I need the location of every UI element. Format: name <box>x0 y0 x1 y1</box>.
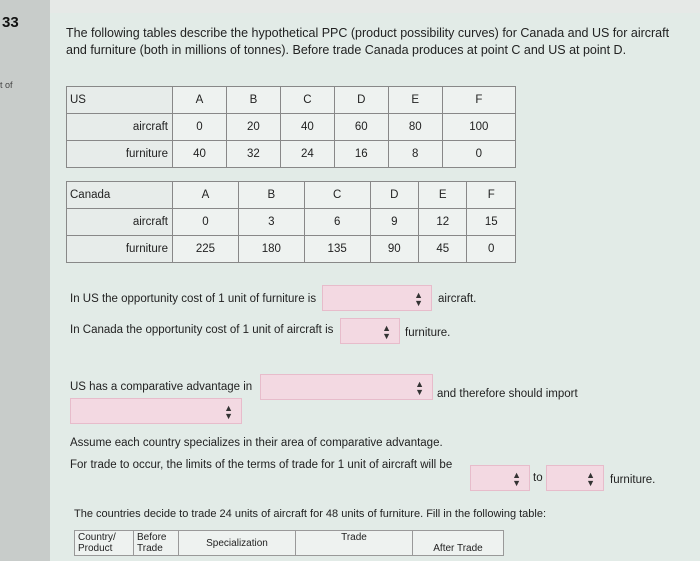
import-label: and therefore should import <box>437 388 578 400</box>
table-header-cell: D <box>334 87 388 114</box>
trade-table-instructions: The countries decide to trade 24 units of aircraft for 48 units of furniture. Fill in the following table: <box>74 508 547 520</box>
question-number: 33 <box>2 14 19 31</box>
question-content <box>50 13 700 561</box>
terms-of-trade-to-label: to <box>533 472 543 484</box>
table-cell: 45 <box>419 236 467 263</box>
us-ppc-table <box>66 86 516 168</box>
table-header-cell: A <box>173 182 239 209</box>
table-cell: 0 <box>173 209 239 236</box>
us-opportunity-cost-question: In US the opportunity cost of 1 unit of furniture is <box>70 293 317 305</box>
canada-opportunity-cost-dropdown[interactable] <box>340 318 400 344</box>
terms-of-trade-unit: furniture. <box>610 474 656 486</box>
table-cell: 225 <box>173 236 239 263</box>
trade-table-header-country: Country/ Product <box>75 531 134 556</box>
table-cell: 135 <box>304 236 370 263</box>
table-header-cell: B <box>226 87 280 114</box>
assumption-text: Assume each country specializes in their area of comparative advantage. <box>70 437 443 449</box>
table-cell: 100 <box>442 114 515 141</box>
question-sidebar <box>0 0 50 561</box>
table-cell: 0 <box>442 141 515 168</box>
terms-of-trade-question: For trade to occur, the limits of the terms of trade for 1 unit of aircraft will be <box>70 459 453 471</box>
table-header-cell: B <box>238 182 304 209</box>
canada-ppc-table <box>66 181 516 263</box>
canada-opportunity-cost-unit: furniture. <box>405 327 451 339</box>
table-cell: 90 <box>370 236 418 263</box>
table-cell: 60 <box>334 114 388 141</box>
table-country-canada: Canada <box>67 182 173 209</box>
question-intro: The following tables describe the hypothetical PPC (product possibility curves) for Canada and US for aircraft and furniture (both in millions of tonnes). Before trade Canada produces at point C and US at point D. <box>66 26 670 57</box>
dropdown-arrows-icon: ▲ ▼ <box>382 323 391 341</box>
dropdown-arrows-icon: ▲ ▼ <box>415 379 424 397</box>
table-header-cell: E <box>419 182 467 209</box>
table-cell: 0 <box>467 236 516 263</box>
table-cell: 15 <box>467 209 516 236</box>
table-cell: 32 <box>226 141 280 168</box>
trade-table <box>74 530 504 556</box>
table-cell: 3 <box>238 209 304 236</box>
table-cell: 9 <box>370 209 418 236</box>
table-cell: 24 <box>280 141 334 168</box>
table-cell: 8 <box>388 141 442 168</box>
table-header-cell: C <box>304 182 370 209</box>
table-cell: 80 <box>388 114 442 141</box>
terms-of-trade-lower-dropdown[interactable] <box>470 465 530 491</box>
dropdown-arrows-icon: ▲ ▼ <box>224 403 233 421</box>
comparative-advantage-question: US has a comparative advantage in <box>70 381 253 393</box>
table-header-cell: F <box>467 182 516 209</box>
points-label: t of <box>0 80 13 90</box>
trade-table-header-trade: Trade <box>296 531 413 556</box>
table-header-cell: A <box>173 87 227 114</box>
table-cell: 40 <box>280 114 334 141</box>
import-dropdown[interactable] <box>70 398 242 424</box>
us-opportunity-cost-dropdown[interactable] <box>322 285 432 311</box>
row-label-aircraft: aircraft <box>67 114 173 141</box>
table-header-cell: C <box>280 87 334 114</box>
terms-of-trade-upper-dropdown[interactable] <box>546 465 604 491</box>
table-cell: 0 <box>173 114 227 141</box>
dropdown-arrows-icon: ▲ ▼ <box>414 290 423 308</box>
trade-table-header-specialization: Specialization <box>179 531 296 556</box>
row-label-aircraft: aircraft <box>67 209 173 236</box>
table-cell: 16 <box>334 141 388 168</box>
table-country-us: US <box>67 87 173 114</box>
trade-table-header-before: Before Trade <box>134 531 179 556</box>
question-header <box>50 0 700 13</box>
trade-table-header-after: After Trade <box>413 531 504 556</box>
comparative-advantage-dropdown[interactable] <box>260 374 433 400</box>
table-cell: 20 <box>226 114 280 141</box>
dropdown-arrows-icon: ▲ ▼ <box>512 470 521 488</box>
table-header-cell: F <box>442 87 515 114</box>
table-cell: 6 <box>304 209 370 236</box>
table-header-cell: D <box>370 182 418 209</box>
dropdown-arrows-icon: ▲ ▼ <box>586 470 595 488</box>
table-header-cell: E <box>388 87 442 114</box>
row-label-furniture: furniture <box>67 141 173 168</box>
us-opportunity-cost-unit: aircraft. <box>438 293 477 305</box>
table-cell: 40 <box>173 141 227 168</box>
table-cell: 12 <box>419 209 467 236</box>
canada-opportunity-cost-question: In Canada the opportunity cost of 1 unit of aircraft is <box>70 324 334 336</box>
row-label-furniture: furniture <box>67 236 173 263</box>
table-cell: 180 <box>238 236 304 263</box>
